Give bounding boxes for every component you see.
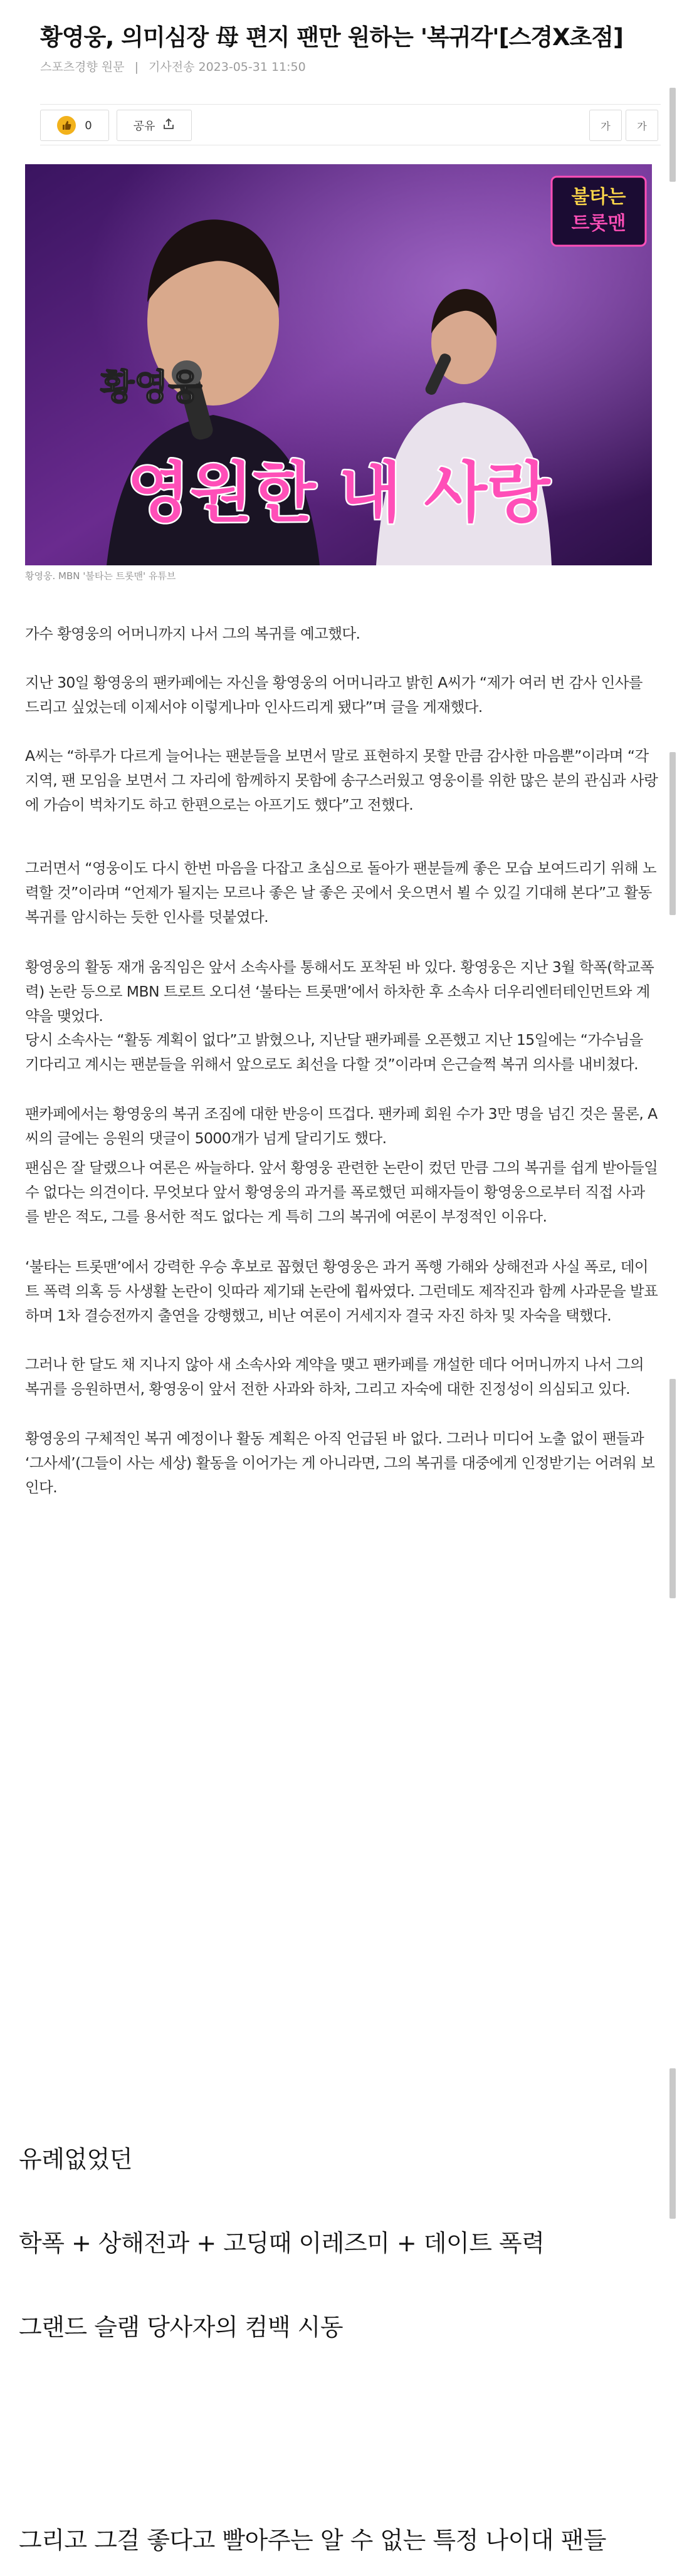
article-paragraph: A씨는 “하루가 다르게 늘어나는 팬분들을 보면서 말로 표현하지 못할 만큼 감사한 마음뿐”이라며 “각 지역, 팬 모임을 보면서 그 자리에 함께하지 못함에 송구스러웠고 영웅이를 위한 많은 분의 관심과 사랑에 가슴이 벅차기도 하고 한편으로는 아프기도 했다”고 전했다. xyxy=(25,747,658,814)
meta-separator: | xyxy=(134,60,139,74)
article-photo xyxy=(25,164,652,565)
like-count: 0 xyxy=(85,118,92,132)
font-increase-button[interactable]: 가 xyxy=(626,110,658,141)
font-decrease-button[interactable]: 가 xyxy=(589,110,622,141)
article-meta xyxy=(40,58,306,75)
scrollbar-thumb[interactable] xyxy=(669,752,676,915)
scrollbar-thumb[interactable] xyxy=(669,88,676,182)
thumbs-up-icon xyxy=(57,116,76,135)
article-paragraph: 지난 30일 황영웅의 팬카페에는 자신을 황영웅의 어머니라고 밝힌 A씨가 “제가 여러 번 감사 인사를 드리고 싶었는데 이제서야 이렇게나마 인사드리게 됐다”며 글을 게재했다. xyxy=(25,674,643,716)
article-paragraph: 팬심은 잘 달랬으나 여론은 싸늘하다. 앞서 황영웅 관련한 논란이 컸던 만큼 그의 복귀를 쉽게 받아들일 수 없다는 의견이다. 무엇보다 앞서 황영웅의 과거를 폭로했던 피해자들이 황영웅으로부터 직접 사과를 받은 적도, 그를 용서한 적도 없다는 게 특히 그의 복귀에 여론이 부정적인 이유다. xyxy=(25,1159,658,1225)
article-paragraph: 팬카페에서는 황영웅의 복귀 조짐에 대한 반응이 뜨겁다. 팬카페 회원 수가 3만 명을 넘긴 것은 물론, A씨의 글에는 응원의 댓글이 5000개가 넘게 달리기도 했다. xyxy=(25,1105,658,1147)
photo-caption: 황영웅. MBN '불타는 트롯맨' 유튜브 xyxy=(25,570,176,582)
image-name-text: 황영웅 xyxy=(100,367,202,408)
scrollbar-thumb[interactable] xyxy=(669,2068,676,2219)
logo-bottom-text: 트롯맨 xyxy=(571,212,626,234)
article-paragraph: 황영웅의 구체적인 복귀 예정이나 활동 계획은 아직 언급된 바 없다. 그러나 미디어 노출 없이 팬들과 ‘그사세’(그들이 사는 세상) 활동을 이어가는 게 아니라면, 그의 복귀를 대중에게 인정받기는 어려워 보인다. xyxy=(25,1430,655,1496)
post-comment-line: 학폭 + 상해전과 + 고딩때 이레즈미 + 데이트 폭력 xyxy=(19,2229,545,2257)
article-headline: 황영웅, 의미심장 母 편지 팬만 원하는 '복귀각'[스경X초점] xyxy=(40,24,623,51)
share-label: 공유 xyxy=(133,120,155,133)
show-logo xyxy=(552,177,646,246)
article-paragraph: 그러나 한 달도 채 지나지 않아 새 소속사와 계약을 맺고 팬카페를 개설한 데다 어머니까지 나서 그의 복귀를 응원하면서, 황영웅이 앞서 전한 사과와 하차, 그리고 자숙에 대한 진정성이 의심되고 있다. xyxy=(25,1356,644,1398)
share-icon xyxy=(162,118,175,134)
like-button[interactable] xyxy=(40,110,109,141)
publish-time: 기사전송 2023-05-31 11:50 xyxy=(149,60,306,74)
article-paragraph: 가수 황영웅의 어머니까지 나서 그의 복귀를 예고했다. xyxy=(25,625,360,642)
share-button[interactable] xyxy=(117,110,192,141)
source-link[interactable]: 스포츠경향 원문 xyxy=(40,60,125,74)
scrollbar-thumb[interactable] xyxy=(669,1379,676,1598)
post-comment-line: 유례없었던 xyxy=(19,2145,133,2173)
article-toolbar xyxy=(40,104,661,145)
article-paragraph: 황영웅의 활동 재개 움직임은 앞서 소속사를 통해서도 포착된 바 있다. 황영웅은 지난 3월 학폭(학교폭력) 논란 등으로 MBN 트로트 오디션 ‘불타는 트롯맨’에서 하차한 후 소속사 더우리엔터테인먼트와 계약을 맺었다. xyxy=(25,958,654,1025)
article-paragraph: 그러면서 “영웅이도 다시 한번 마음을 다잡고 초심으로 돌아가 팬분들께 좋은 모습 보여드리기 위해 노력할 것”이라며 “언제가 될지는 모르나 좋은 날 좋은 곳에서 웃으면서 뵐 수 있길 기대해 본다”고 활동 복귀를 암시하는 듯한 인사를 덧붙였다. xyxy=(25,859,657,926)
article-paragraph: ‘불타는 트롯맨’에서 강력한 우승 후보로 꼽혔던 황영웅은 과거 폭행 가해와 상해전과 사실 폭로, 데이트 폭력 의혹 등 사생활 논란이 잇따라 제기돼 논란에 휩싸였다. 그런데도 제작진과 함께 사과문을 발표하며 1차 결승전까지 출연을 강행했고, 비난 여론이 거세지자 결국 자진 하차 및 자숙을 택했다. xyxy=(25,1258,658,1324)
post-comment-line: 그리고 그걸 좋다고 빨아주는 알 수 없는 특정 나이대 팬들 xyxy=(19,2526,606,2554)
image-slogan-text: 영원한 내 사랑 xyxy=(127,454,550,531)
logo-top-text: 불타는 xyxy=(571,186,626,208)
post-comment-line: 그랜드 슬램 당사자의 컴백 시동 xyxy=(19,2313,344,2341)
article-paragraph: 당시 소속사는 “활동 계획이 없다”고 밝혔으나, 지난달 팬카페를 오픈했고 지난 15일에는 “가수님을 기다리고 계시는 팬분들을 위해서 앞으로도 최선을 다할 것”이라며 은근슬쩍 복귀 의사를 내비쳤다. xyxy=(25,1031,643,1073)
